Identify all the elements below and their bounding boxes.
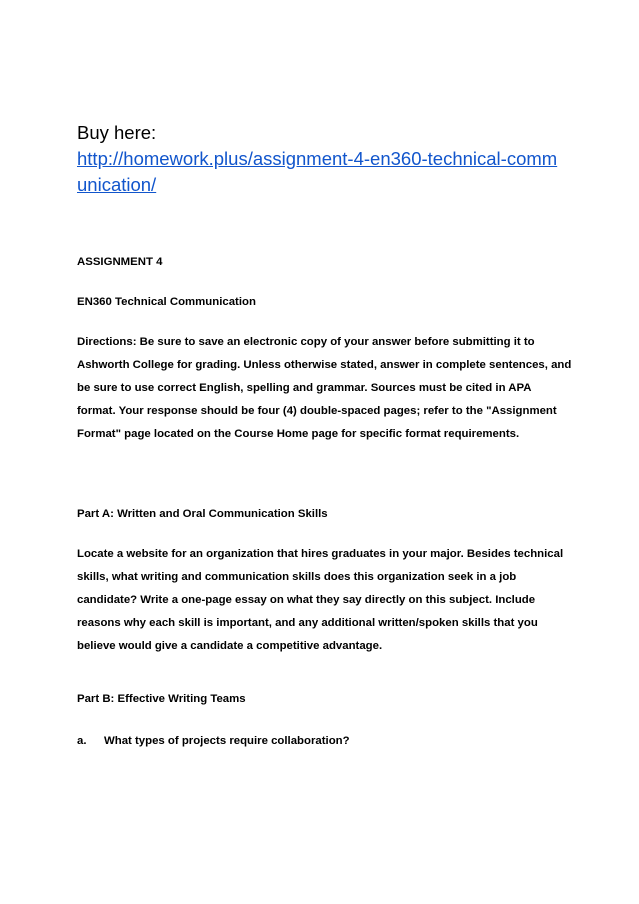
buy-here-label: Buy here:	[77, 122, 157, 143]
question-item	[77, 730, 350, 753]
assignment-title: ASSIGNMENT 4	[77, 256, 163, 268]
part-a-paragraph: Locate a website for an organization that hires graduates in your major. Besides technical skills, what writing and communication skills does this organization seek in a job candidate? Write a one-page essay on what they say directly on this subject. Include reasons why each skill is important, and any additional written/spoken skills that you believe would give a candidate a competitive advantage.	[77, 548, 564, 652]
question-text: What types of projects require collaboration?	[104, 735, 350, 747]
directions-paragraph: Directions: Be sure to save an electronic copy of your answer before submitting it to Ashworth College for grading. Unless otherwise stated, answer in complete sentences, and be sure to use correct English, spelling and grammar. Sources must be cited in APA format. Your response should be four (4) double-spaced pages; refer to the "Assignment Format" page located on the Course Home page for specific format requirements.	[77, 336, 572, 440]
question-marker: a.	[77, 735, 87, 747]
purchase-link[interactable]: http://homework.plus/assignment-4-en360-technical-communication/	[77, 148, 558, 195]
part-b-heading: Part B: Effective Writing Teams	[77, 693, 246, 705]
part-a-heading: Part A: Written and Oral Communication Skills	[77, 508, 328, 520]
page-content	[77, 120, 572, 747]
course-title: EN360 Technical Communication	[77, 296, 256, 308]
